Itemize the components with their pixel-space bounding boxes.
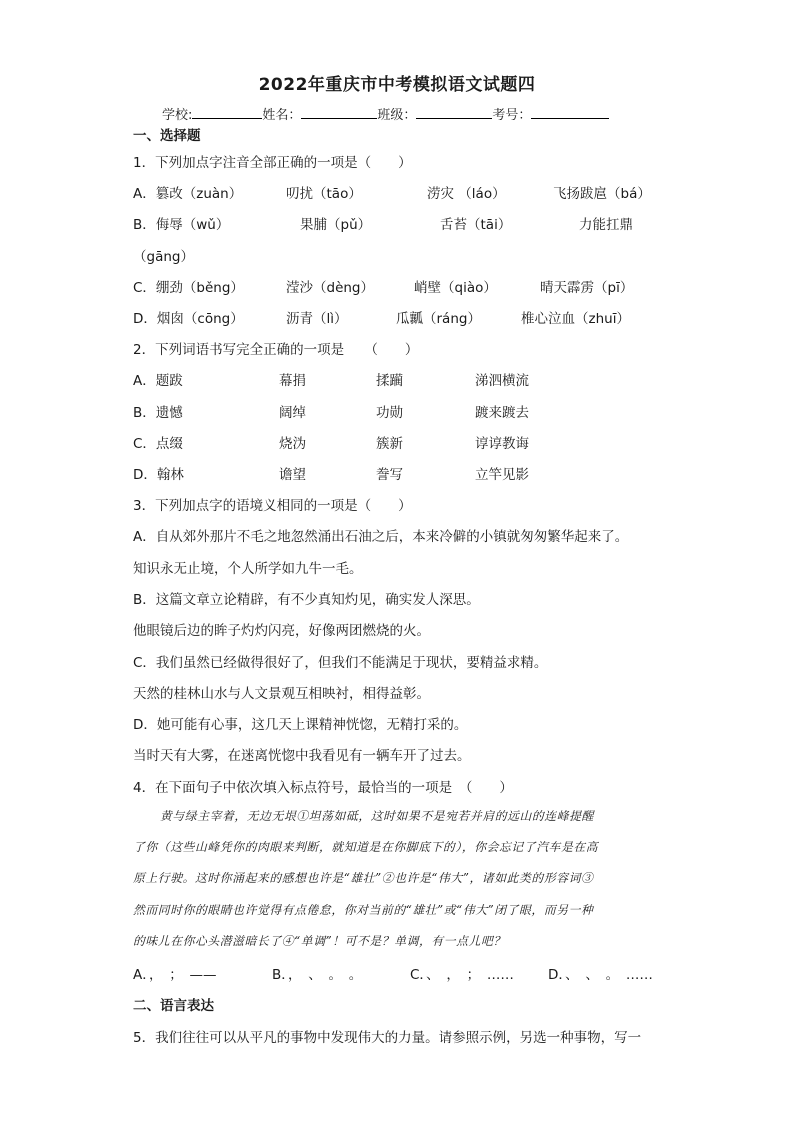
option-item: 峭壁（qiào） bbox=[414, 280, 497, 296]
option-item: 誊写 bbox=[376, 467, 403, 483]
page-title: 2022年重庆市中考模拟语文试题四 bbox=[258, 75, 536, 95]
option-item: C．点缀 bbox=[133, 436, 183, 452]
option-item: 飞扬跋扈（bá） bbox=[553, 186, 651, 202]
passage-line: 然而同时你的眼睛也许觉得有点倦怠，你对当前的“雄壮”或“伟大”闭了眼，而另一种 bbox=[133, 903, 594, 917]
question-2-stem: 2．下列词语书写完全正确的一项是 （ ） bbox=[133, 342, 419, 358]
option-item: 舌苔（tāi） bbox=[440, 217, 512, 233]
option-item: D．烟囱（cōng） bbox=[133, 311, 244, 327]
name-blank[interactable] bbox=[301, 106, 377, 119]
passage-line: 了你（这些山峰凭你的肉眼来判断，就知道是在你脚底下的），你会忘记了汽车是在高 bbox=[133, 840, 599, 854]
question-5-stem: 5．我们往往可以从平凡的事物中发现伟大的力量。请参照示例，另选一种事物，写一 bbox=[133, 1030, 642, 1046]
question-1-stem: 1．下列加点字注音全部正确的一项是（ ） bbox=[133, 155, 412, 171]
option-item: D．翰林 bbox=[133, 467, 184, 483]
question-3-line: C．我们虽然已经做得很好了，但我们不能满足于现状，要精益求精。 bbox=[133, 655, 548, 671]
school-label: 学校: bbox=[162, 108, 193, 123]
option-item: 沥青（lì） bbox=[286, 311, 348, 327]
question-3-stem: 3．下列加点字的语境义相同的一项是（ ） bbox=[133, 498, 412, 514]
class-blank[interactable] bbox=[416, 106, 492, 119]
section-heading-choice: 一、选择题 bbox=[133, 128, 201, 144]
passage-line: 黄与绿主宰着，无边无垠①坦荡如砥，这时如果不是宛若并肩的远山的连峰提醒 bbox=[160, 809, 594, 823]
exam-no-label: 考号： bbox=[492, 108, 532, 123]
name-label: 姓名： bbox=[262, 108, 302, 123]
question-4-stem: 4．在下面句子中依次填入标点符号，最恰当的一项是 （ ） bbox=[133, 780, 513, 796]
option-item: 功勋 bbox=[376, 405, 403, 421]
school-blank[interactable] bbox=[192, 106, 262, 119]
option-item: 力能扛鼎 bbox=[579, 217, 633, 233]
option-item: C．、 ， ； …… bbox=[410, 967, 514, 983]
option-item: 果脯（pǔ） bbox=[300, 217, 372, 233]
option-item: A．， ； —— bbox=[133, 967, 217, 983]
option-item: 谆谆教诲 bbox=[475, 436, 529, 452]
option-item: D．、 、 。 …… bbox=[548, 967, 653, 983]
question-3-line: 知识永无止境，个人所学如九牛一毛。 bbox=[133, 561, 363, 577]
exam-no-blank[interactable] bbox=[531, 106, 609, 119]
passage-line: 原上行驶。这时你涌起来的感想也许是“雄壮”②也许是“伟大”，诸如此类的形容词③ bbox=[133, 871, 594, 885]
option-item: 簇新 bbox=[376, 436, 403, 452]
question-3-line: A．自从郊外那片不毛之地忽然涌出石油之后，本来冷僻的小镇就匆匆繁华起来了。 bbox=[133, 529, 629, 545]
option-item: 涕泗横流 bbox=[475, 373, 529, 389]
option-item: C．绷劲（běng） bbox=[133, 280, 244, 296]
option-item: 瓜瓤（ráng） bbox=[396, 311, 481, 327]
section-heading-language: 二、语言表达 bbox=[133, 998, 214, 1014]
question-3-line: B．这篇文章立论精辟，有不少真知灼见，确实发人深思。 bbox=[133, 592, 480, 608]
option-item: 叨扰（tāo） bbox=[286, 186, 362, 202]
question-3-line: 当时天有大雾，在迷离恍惚中我看见有一辆车开了过去。 bbox=[133, 748, 471, 764]
option-item: 椎心泣血（zhuī） bbox=[521, 311, 630, 327]
option-item: 滢沙（dèng） bbox=[286, 280, 375, 296]
option-item: 烧沩 bbox=[279, 436, 306, 452]
option-item: 晴天霹雳（pī） bbox=[540, 280, 634, 296]
option-item: B．， 、 。 。 bbox=[272, 967, 363, 983]
option-item: A．篡改（zuàn） bbox=[133, 186, 243, 202]
passage-line: 的味儿在你心头潜滋暗长了④“单调”！可不是？单调，有一点儿吧？ bbox=[133, 934, 506, 948]
question-3-line: 天然的桂林山水与人文景观互相映衬，相得益彰。 bbox=[133, 686, 430, 702]
class-label: 班级： bbox=[377, 108, 417, 123]
option-item: B．侮辱（wǔ） bbox=[133, 217, 230, 233]
option-item: 立竿见影 bbox=[475, 467, 529, 483]
option-item: B．遗憾 bbox=[133, 405, 183, 421]
option-item: 谵望 bbox=[279, 467, 306, 483]
option-item: 幕捐 bbox=[279, 373, 306, 389]
option-item: 涝灾 （láo） bbox=[427, 186, 506, 202]
question-3-line: 他眼镜后边的眸子灼灼闪亮，好像两团燃烧的火。 bbox=[133, 623, 430, 639]
option-item: 揉躏 bbox=[376, 373, 403, 389]
option-item: 踱来踱去 bbox=[475, 405, 529, 421]
question-3-line: D．她可能有心事，这几天上课精神恍惚，无精打采的。 bbox=[133, 717, 468, 733]
option-item: A．题跋 bbox=[133, 373, 183, 389]
student-info-row bbox=[162, 104, 609, 123]
option-item-continued: （gāng） bbox=[133, 249, 194, 265]
option-item: 阔绰 bbox=[279, 405, 306, 421]
